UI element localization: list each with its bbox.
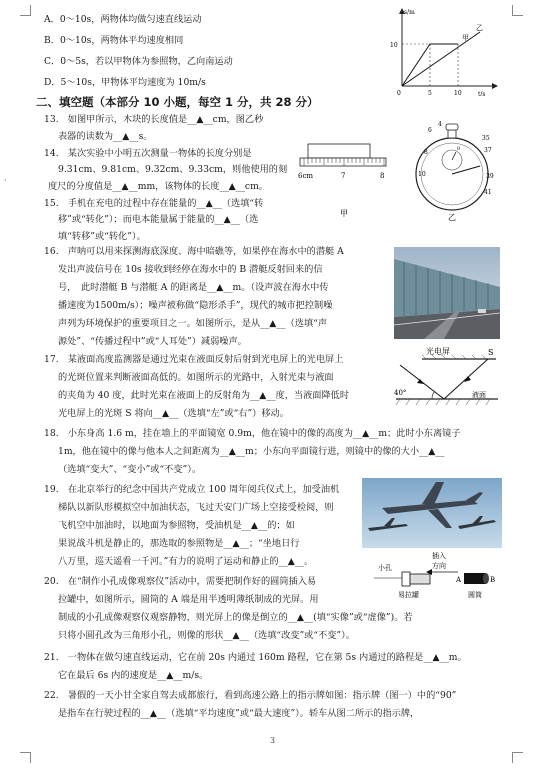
binding-mark: · xyxy=(4,176,7,186)
photo-screen-label: 光电屏 xyxy=(426,347,450,356)
q17-line1: 17. 某液面高度监测器是通过光束在液面反射后射到光电屏上的光电屏上 xyxy=(44,354,344,365)
q16-line2: 发出声波信号在 10s 接收到经停在海水中的 B 潜艇反射回来的信 xyxy=(58,264,323,275)
q19-line4: 果说战斗机是静止的，那选取的参照物是__▲__；“坐地日行 xyxy=(58,538,300,549)
dial-tick-35: 35 xyxy=(482,135,490,142)
q16-line6: 源处”、“传播过程中”或“人耳处”）减弱噪声。 xyxy=(58,336,247,347)
q13-line1: 13. 如图甲所示，木块的长度值是__▲__cm，图乙秒 xyxy=(44,114,264,125)
hole-label: 小孔 xyxy=(378,564,392,572)
q17-line2: 的光斑位置来判断液面高低的。如图所示的光路中，入射光束与液面 xyxy=(58,372,334,383)
ruler-tick-8: 8 xyxy=(380,172,385,180)
q18-line3: （选填“变大”、“变小”或“不变”）。 xyxy=(58,464,202,475)
section-heading: 二、填空题（本部分 10 小题，每空 1 分，共 28 分） xyxy=(36,95,319,109)
surface-label: 液面 xyxy=(472,391,486,399)
aircraft-refueling-photo xyxy=(362,478,502,548)
q22-line2: 是指车在行驶过程的__▲__（选填“平均速度”或“最大速度”）。轿车从图二所示的指示牌， xyxy=(58,708,420,719)
noise-barrier-photo xyxy=(394,247,500,339)
tube-label: 圆筒 xyxy=(468,591,482,599)
q14-line3: 度尺的分度值是__▲__mm，该物体的长度__▲__cm。 xyxy=(48,181,268,192)
q14-line1: 14. 某次实验中小明五次测量一物体的长度分别是 xyxy=(44,148,252,159)
light-reflection-figure xyxy=(392,345,502,417)
caption-jia: 甲 xyxy=(340,209,348,218)
dial-tick-4: 4 xyxy=(438,121,442,128)
dial-tick-0: 0 xyxy=(457,146,461,152)
q13-line2: 表器的读数为__▲__s。 xyxy=(58,131,153,142)
option-a: A．0～10s，两物体均做匀速直线运动 xyxy=(44,14,202,25)
st-graph-y-tick: 10 xyxy=(390,42,398,49)
st-graph-x-tick-0: 0 xyxy=(397,90,401,96)
q16-line4: 播速度为1500m/s）；噪声被称做“隐形杀手”，现代的城市把控制噪 xyxy=(58,300,333,311)
q19-line1: 19. 在北京举行的纪念中国共产党成立 100 周年阅兵仪式上，加受油机 xyxy=(44,484,340,495)
option-b: B．0～10s，两物体平均速度相同 xyxy=(44,35,184,46)
can-label: 易拉罐 xyxy=(398,591,419,599)
crop-mark-top-left xyxy=(20,5,31,16)
option-d: D．5～10s，甲物体平均速度为 10m/s xyxy=(44,77,206,88)
dial-tick-10: 10 xyxy=(418,171,426,178)
q21-line1: 21. 一物体在做匀速直线运动，它在前 20s 内通过 160m 路程，它在第 5s 内通过的路程是__▲__m。 xyxy=(44,652,467,663)
q17-line3: 的夹角为 40 度，此时光束在液面上的反射角为__▲__度，当液面降低时 xyxy=(58,390,350,401)
ruler-tick-6cm: 6cm xyxy=(298,172,314,180)
page-number: 3 xyxy=(270,736,276,745)
q15-line1: 15. 手机在充电的过程中存在能量的__▲__（选填“转 xyxy=(44,198,264,209)
end-a-label: A xyxy=(456,576,462,584)
q16-line3: 号， 此时潜艇 B 与潜艇 A 的距离是__▲__m。（设声波在海水中传 xyxy=(58,282,329,293)
dial-tick-39: 39 xyxy=(486,173,494,180)
q19-line2: 梯队以新队形模拟空中加油状态，飞过天安门广场上空接受检阅，则 xyxy=(58,502,334,513)
q20-line4: 只将小圆孔改为三角形小孔，则像的形状__▲__（选填“改变”或“不变”）。 xyxy=(58,630,355,641)
option-c: C．0～5s，若以甲物体为参照物，乙向南运动 xyxy=(44,56,233,67)
st-graph-series-yi: 乙 xyxy=(476,24,483,32)
st-graph-series-jia: 甲 xyxy=(462,34,469,42)
q20-line2: 拉罐中，如图所示，圆筒的 A 端是用半透明薄纸制成的光屏。用 xyxy=(58,594,319,605)
q14-line2: 9.31cm、9.81cm、9.32cm、9.33cm，则他使用的刻 xyxy=(58,164,288,175)
q20-line3: 制成的小孔成像观察仪观察静物，则光屏上的像是倒立的__▲__(填“实像”或“虚像”)。若 xyxy=(58,612,413,623)
caption-yi: 乙 xyxy=(448,213,456,222)
dial-tick-37: 37 xyxy=(484,147,492,154)
pinhole-camera-figure xyxy=(372,550,502,600)
angle-label: 40° xyxy=(394,389,407,397)
q15-line3: 填“转移”或“转化”）。 xyxy=(58,231,146,242)
insert-label: 插入 xyxy=(432,552,446,560)
q18-line1: 18. 小东身高 1.6 m，挂在墙上的平面镜宽 0.9m，他在镜中的像的高度为__▲__m；此时小东离镜子 xyxy=(44,428,461,439)
st-graph-figure xyxy=(388,6,498,96)
q18-line2: 1m，他在镜中的像与他本人之间距离为__▲__m；小东向平面镜行进，则镜中的像的大小__▲__ xyxy=(58,446,445,457)
end-b-label: B xyxy=(490,576,496,584)
q17-line4: 光电屏上的光斑 S 将向__▲__（选填“左”或“右”）移动。 xyxy=(58,408,289,419)
dial-tick-8: 8 xyxy=(424,149,428,156)
crop-mark-bottom-left xyxy=(20,752,31,763)
crop-mark-top-right xyxy=(512,5,523,16)
q16-line1: 16. 声呐可以用来探测海底深度、海中暗礁等，如果停在海水中的潜艇 A xyxy=(44,246,344,257)
q21-line2: 它在最后 6s 内的速度是__▲__m/s。 xyxy=(58,670,209,681)
q22-line1: 22. 暑假的一天小甘全家自驾去成都旅行，看到高速公路上的指示牌如图：指示牌（图一）中的“90” xyxy=(44,690,457,701)
st-graph-x-tick-5: 5 xyxy=(428,90,432,96)
crop-mark-bottom-right xyxy=(512,752,523,763)
st-graph-y-label: s/m xyxy=(404,9,415,16)
st-graph-x-label: t/s xyxy=(478,91,486,96)
spot-label: S xyxy=(488,348,494,357)
q15-line2: 移”或“转化”）；而电本能量属于能量的__▲__（选 xyxy=(58,214,259,225)
dial-tick-6: 6 xyxy=(428,127,432,134)
q20-line1: 20. 在“制作小孔成像观察仪”活动中，需要把制作好的圆筒插入易 xyxy=(44,576,317,587)
q19-line5: 八万里，巡天遥看一千河。”有力的说明了运动和静止的__▲__。 xyxy=(58,556,314,567)
dial-tick-41: 41 xyxy=(484,189,492,196)
ruler-tick-7: 7 xyxy=(341,172,346,180)
st-graph-x-tick-10: 10 xyxy=(454,90,462,96)
q19-line3: 飞机空中加油时，以地面为参照物，受油机是__▲__的；如 xyxy=(58,520,295,531)
ruler-stopwatch-figure xyxy=(294,118,504,226)
direction-label: 方向 xyxy=(432,562,446,570)
q16-line5: 声列为环境保护的重要项目之一。如图所示，是从__▲__（选填“声 xyxy=(58,318,328,329)
